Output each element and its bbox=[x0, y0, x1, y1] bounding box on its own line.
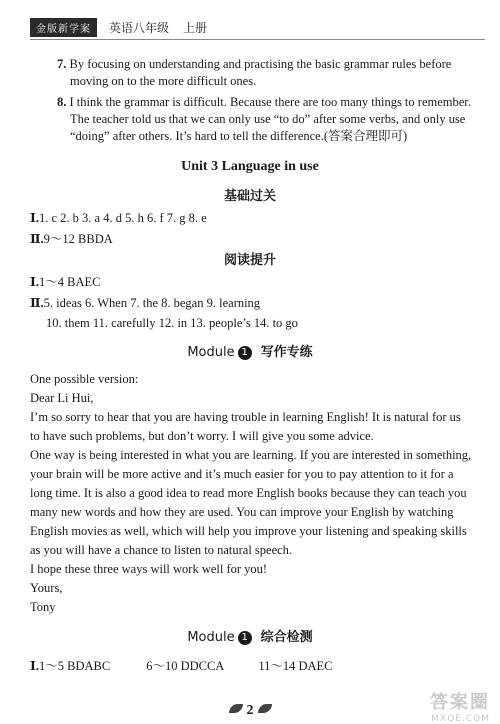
letter-signature: Tony bbox=[30, 600, 56, 614]
header-divider bbox=[30, 39, 485, 40]
letter-line: your brain will be more active and it’s much easier for you to pay attention to it for a bbox=[30, 467, 454, 481]
letter-line: long time. It is also a good idea to read more English books because they can teach you bbox=[30, 486, 467, 500]
item-8-number: 8. bbox=[57, 95, 67, 109]
basics-title: 基础过关 bbox=[223, 189, 276, 204]
page-header bbox=[30, 18, 207, 36]
item-8-line-2: The teacher told us that we can only use “to do” after some verbs, and only use bbox=[70, 112, 466, 126]
letter-closing: Yours, bbox=[30, 581, 63, 595]
letter-line: I’m so sorry to hear that you are having trouble in learning English! It is natural for us bbox=[30, 410, 461, 424]
reading-title: 阅读提升 bbox=[223, 253, 276, 268]
letter-line: to have such problems, but don’t worry. I will give you some advice. bbox=[30, 429, 374, 443]
page-number: 2 bbox=[0, 703, 500, 719]
writing-module-title: Module 1 写作专练 bbox=[187, 345, 313, 360]
item-7-number: 7. bbox=[57, 57, 67, 71]
letter-line: as you will have a chance to listen to natural speech. bbox=[30, 543, 293, 557]
item-7-line-1 bbox=[57, 56, 451, 72]
letter-intro: One possible version: bbox=[30, 372, 139, 386]
module-number-badge: 1 bbox=[238, 631, 252, 645]
brand-logo: 金版新学案 bbox=[30, 18, 97, 37]
book-title: 英语八年级 bbox=[109, 20, 170, 35]
letter-greeting: Dear Li Hui, bbox=[30, 391, 94, 405]
reading-part-1: Ⅰ.1～4 BAEC bbox=[30, 275, 101, 289]
basics-part-1: Ⅰ.1. c 2. b 3. a 4. d 5. h 6. f 7. g 8. e bbox=[30, 211, 207, 225]
leaf-icon bbox=[229, 704, 243, 713]
basics-part-2: Ⅱ.9～12 BBDA bbox=[30, 232, 113, 246]
letter-line: One way is being interested in what you are learning. If you are interested in something, bbox=[30, 448, 472, 462]
item-7-text-1: By focusing on understanding and practising the basic grammar rules before bbox=[69, 57, 452, 71]
module-number-badge: 1 bbox=[238, 346, 252, 360]
watermark: 答案圈 MXQE.COM bbox=[430, 692, 490, 724]
unit-title: Unit 3 Language in use bbox=[181, 159, 319, 174]
letter-line: many new words and how they are used. You can improve your English by watching bbox=[30, 505, 454, 519]
reading-part-2a: Ⅱ.5. ideas 6. When 7. the 8. began 9. learning bbox=[30, 296, 261, 310]
letter-line: I hope these three ways will work well for you! bbox=[30, 562, 268, 576]
letter-line: English movies as well, which will help you improve your listening and speaking skills bbox=[30, 524, 467, 538]
item-8-line-3: “doing” after others. It’s hard to tell the difference.(答案合理即可) bbox=[70, 129, 408, 143]
item-7-line-2: moving on to the more difficult ones. bbox=[70, 74, 257, 88]
reading-part-2b: 10. them 11. carefully 12. in 13. people’s 14. to go bbox=[46, 316, 298, 330]
item-8-line-1 bbox=[57, 94, 471, 110]
test-module-title: Module 1 综合检测 bbox=[187, 630, 313, 645]
leaf-icon bbox=[258, 704, 272, 713]
book-volume: 上册 bbox=[183, 20, 208, 35]
item-8-text-1: I think the grammar is difficult. Because there are too many things to remember. bbox=[69, 95, 471, 109]
test-answers: Ⅰ.1～5 BDABC 6～10 DDCCA 11～14 DAEC bbox=[30, 659, 333, 673]
